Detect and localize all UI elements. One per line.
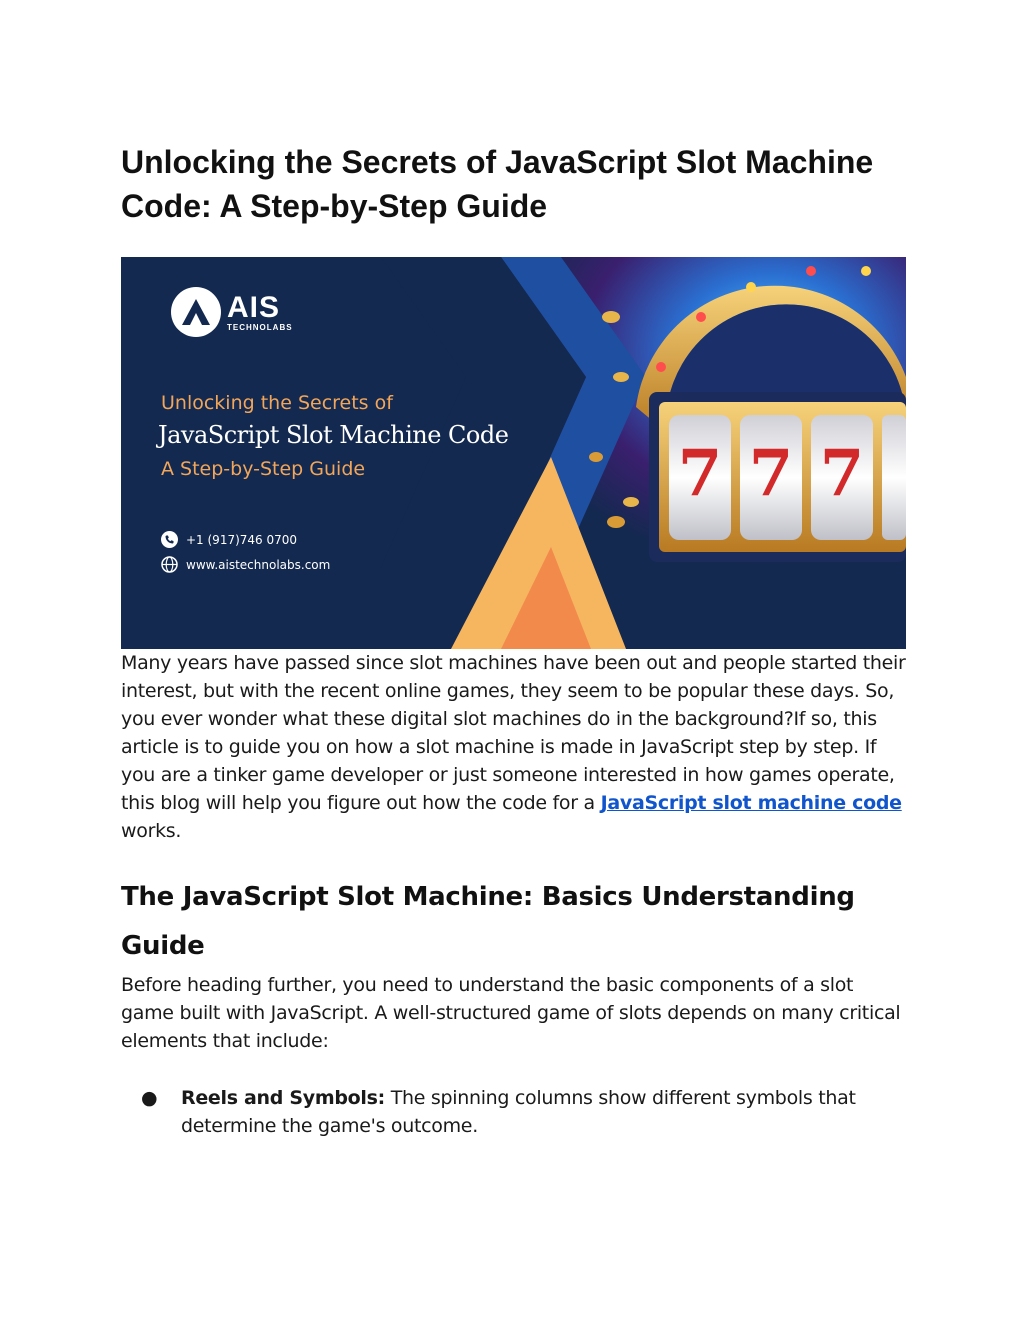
logo-subtext: TECHNOLABS — [227, 322, 293, 332]
phone-icon — [161, 531, 178, 548]
globe-icon — [161, 556, 178, 573]
phone-number: +1 (917)746 0700 — [186, 532, 298, 547]
page-title: Unlocking the Secrets of JavaScript Slot Machine Code: A Step-by-Step Guide — [121, 144, 874, 224]
document-page — [121, 140, 911, 1140]
intro-paragraph — [121, 649, 911, 845]
section-heading: The JavaScript Slot Machine: Basics Understanding Guide — [121, 882, 855, 961]
reel-symbol-1: 7 — [677, 436, 723, 511]
components-paragraph: Before heading further, you need to understand the basic components of a slot game built with JavaScript. A well-structured game of slots depends on many critical elements that include: — [121, 974, 901, 1052]
logo-wordmark: AIS — [227, 290, 281, 324]
components-list — [121, 1084, 911, 1140]
hero-banner — [121, 257, 906, 649]
javascript-slot-machine-code-link[interactable]: JavaScript slot machine code — [600, 792, 902, 814]
banner-heading-line3: A Step-by-Step Guide — [161, 458, 366, 480]
logo-mark-icon — [171, 287, 221, 337]
slot-reel-left — [669, 415, 731, 540]
banner-website — [161, 556, 330, 573]
slot-reel-middle — [740, 415, 802, 540]
slot-reel-right — [811, 415, 873, 540]
reel-symbol-2: 7 — [748, 436, 794, 511]
company-logo — [171, 287, 293, 337]
website-url: www.aistechnolabs.com — [186, 557, 331, 572]
banner-heading-line2: JavaScript Slot Machine Code — [158, 421, 509, 449]
list-item-description: The spinning columns show different symbols that determine the game's outcome. — [181, 1087, 856, 1137]
bullet-icon: ● — [141, 1087, 158, 1109]
reel-symbol-3: 7 — [819, 436, 865, 511]
list-item — [121, 1084, 911, 1140]
intro-text-end: works. — [121, 820, 182, 842]
list-item-term: Reels and Symbols: — [181, 1087, 385, 1109]
banner-heading-line1: Unlocking the Secrets of — [161, 392, 393, 414]
banner-phone — [161, 531, 297, 548]
intro-text: Many years have passed since slot machines have been out and people started their interest, but with the recent online games, they seem to be popular these days. So, you ever wonder what these digital slot machines do in the background?If so, this article is to guide you on how a slot machine is made in JavaScript step by step. If you are a tinker game developer or just someone interested in how games operate, this blog will help you figure out how the code for a — [121, 652, 906, 814]
